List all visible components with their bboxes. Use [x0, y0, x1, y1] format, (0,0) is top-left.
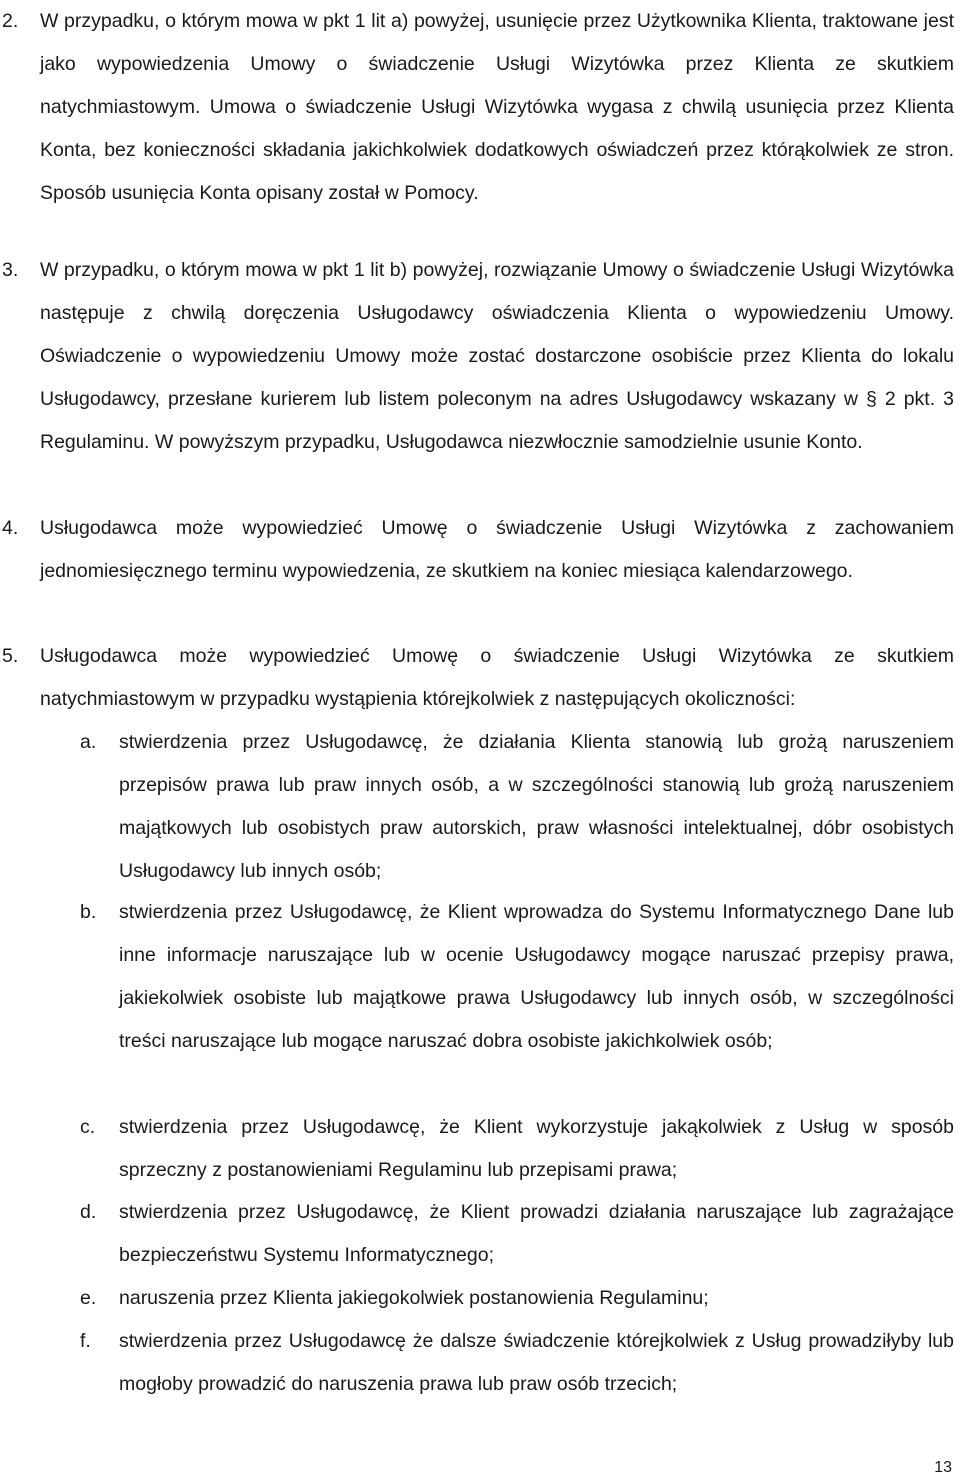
paragraph-text: Usługodawca może wypowiedzieć Umowę o świadczenie Usługi Wizytówka ze skutkiem natychmiastowym w przypadku wystąpienia którejkolwiek z następujących okoliczności: — [40, 645, 954, 710]
subitem-letter: c. — [80, 1116, 96, 1138]
paragraph-text: Usługodawca może wypowiedzieć Umowę o świadczenie Usługi Wizytówka z zachowaniem jednomiesięcznego terminu wypowiedzenia, ze skutkiem na koniec miesiąca kalendarzowego. — [40, 517, 954, 582]
subitem-text: stwierdzenia przez Usługodawcę, że Klient wykorzystuje jakąkolwiek z Usług w sposób sprzeczny z postanowieniami Regulaminu lub przepisami prawa; — [119, 1116, 954, 1181]
paragraph-number: 4. — [2, 517, 19, 539]
subitem-letter: b. — [80, 901, 97, 923]
subitem-text: stwierdzenia przez Usługodawcę, że Klient prowadzi działania naruszające lub zagrażające bezpieczeństwu Systemu Informatycznego; — [119, 1201, 954, 1266]
subitem-text: stwierdzenia przez Usługodawcę, że Klient wprowadza do Systemu Informatycznego Dane lub inne informacje naruszające lub w ocenie Usługodawcy mogące naruszać przepisy prawa, jakiekolwiek osobiste lub majątkowe prawa Usługodawcy lub innych osób, w szczególności treści naruszające lub mogące naruszać dobra osobiste jakichkolwiek osób; — [119, 901, 954, 1052]
subitem-letter: f. — [80, 1330, 91, 1352]
subitem-text: stwierdzenia przez Usługodawcę, że działania Klienta stanowią lub grożą naruszeniem przepisów prawa lub praw innych osób, a w szczególności stanowią lub grożą naruszeniem majątkowych lub osobistych praw autorskich, praw własności intelektualnej, dóbr osobistych Usługodawcy lub innych osób; — [119, 731, 954, 882]
page-number: 13 — [934, 1459, 952, 1476]
subitem-letter: d. — [80, 1201, 97, 1223]
paragraph-number: 3. — [2, 259, 19, 281]
paragraph-text: W przypadku, o którym mowa w pkt 1 lit b) powyżej, rozwiązanie Umowy o świadczenie Usługi Wizytówka następuje z chwilą doręczenia Usługodawcy oświadczenia Klienta o wypowiedzeniu Umowy. Oświadczenie o wypowiedzeniu Umowy może zostać dostarczone osobiście przez Klienta do lokalu Usługodawcy, przesłane kurierem lub listem poleconym na adres Usługodawcy wskazany w § 2 pkt. 3 Regulaminu. W powyższym przypadku, Usługodawca niezwłocznie samodzielnie usunie Konto. — [40, 259, 954, 453]
paragraph-number: 5. — [2, 645, 19, 667]
subitem-text: naruszenia przez Klienta jakiegokolwiek postanowienia Regulaminu; — [119, 1287, 709, 1309]
subitem-text: stwierdzenia przez Usługodawcę że dalsze świadczenie którejkolwiek z Usług prowadziłyby lub mogłoby prowadzić do naruszenia prawa lub praw osób trzecich; — [119, 1330, 954, 1395]
paragraph-text: W przypadku, o którym mowa w pkt 1 lit a) powyżej, usunięcie przez Użytkownika Klienta, traktowane jest jako wypowiedzenia Umowy o świadczenie Usługi Wizytówka przez Klienta ze skutkiem natychmiastowym. Umowa o świadczenie Usługi Wizytówka wygasa z chwilą usunięcia przez Klienta Konta, bez konieczności składania jakichkolwiek dodatkowych oświadczeń przez którąkolwiek ze stron. Sposób usunięcia Konta opisany został w Pomocy. — [40, 10, 954, 204]
paragraph-number: 2. — [2, 10, 19, 32]
subitem-letter: e. — [80, 1287, 97, 1309]
subitem-letter: a. — [80, 731, 97, 753]
